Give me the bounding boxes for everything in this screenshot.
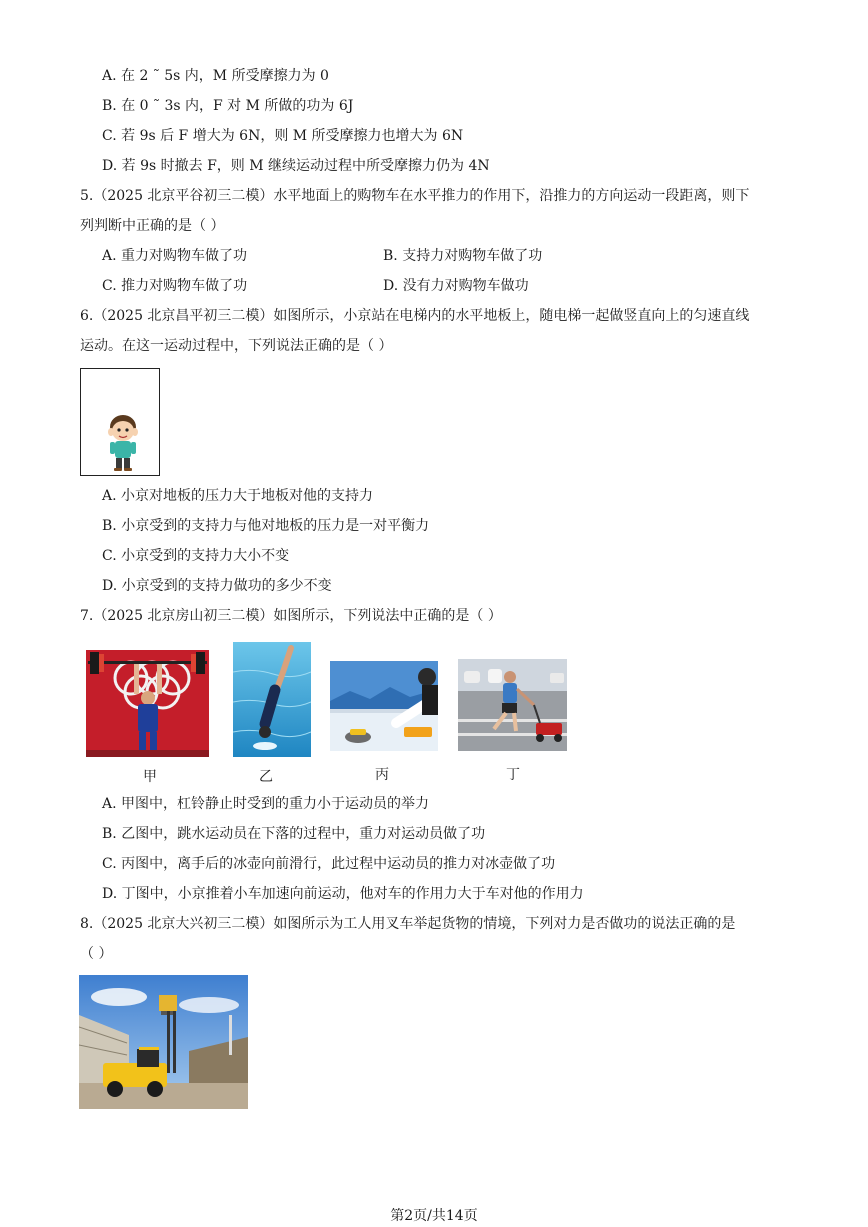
caption-bing: 丙	[375, 767, 389, 783]
cart-pushing-photo	[458, 659, 567, 751]
question-8-stem: 8.（2025 北京大兴初三二模）如图所示为工人用叉车举起货物的情境，下列对力是否做功的说法正确的是	[80, 916, 736, 932]
boy-in-elevator-illustration	[81, 369, 159, 475]
q6-option-a: A. 小京对地板的压力大于地板对他的支持力	[102, 488, 374, 504]
question-6-stem: 6.（2025 北京昌平初三二模）如图所示，小京站在电梯内的水平地板上，随电梯一起做竖直向上的匀速直线	[80, 308, 750, 324]
page-number-footer: 第2页/共14页	[390, 1208, 478, 1224]
q5-option-a: A. 重力对购物车做了功	[102, 248, 248, 264]
q7-option-b: B. 乙图中，跳水运动员在下落的过程中，重力对运动员做了功	[102, 826, 486, 842]
question-6-stem-cont: 运动。在这一运动过程中，下列说法正确的是（ ）	[80, 338, 393, 354]
diving-photo	[233, 642, 311, 757]
q6-option-b: B. 小京受到的支持力与他对地板的压力是一对平衡力	[102, 518, 430, 534]
weightlifting-photo	[86, 650, 209, 757]
q6-option-c: C. 小京受到的支持力大小不变	[102, 548, 290, 564]
option-d: D. 若 9s 时撤去 F，则 M 继续运动过程中所受摩擦力仍为 4N	[102, 158, 490, 174]
caption-jia: 甲	[143, 769, 157, 785]
question-5-stem: 5.（2025 北京平谷初三二模）水平地面上的购物车在水平推力的作用下，沿推力的方向运动一段距离，则下	[80, 188, 750, 204]
q7-option-a: A. 甲图中，杠铃静止时受到的重力小于运动员的举力	[102, 796, 430, 812]
elevator-figure	[80, 368, 160, 476]
q5-option-c: C. 推力对购物车做了功	[102, 278, 248, 294]
question-8-stem-cont: （ ）	[80, 946, 113, 962]
forklift-photo	[79, 975, 248, 1109]
option-b: B. 在 0 ˜ 3s 内，F 对 M 所做的功为 6J	[102, 98, 354, 114]
q5-option-d: D. 没有力对购物车做功	[383, 278, 529, 294]
caption-yi: 乙	[259, 769, 273, 785]
q7-option-d: D. 丁图中，小京推着小车加速向前运动，他对车的作用力大于车对他的作用力	[102, 886, 584, 902]
option-c: C. 若 9s 后 F 增大为 6N，则 M 所受摩擦力也增大为 6N	[102, 128, 464, 144]
option-a: A. 在 2 ˜ 5s 内，M 所受摩擦力为 0	[102, 68, 329, 84]
curling-photo	[330, 661, 438, 751]
q5-option-b: B. 支持力对购物车做了功	[383, 248, 543, 264]
caption-ding: 丁	[506, 767, 520, 783]
question-7-stem: 7.（2025 北京房山初三二模）如图所示，下列说法中正确的是（ ）	[80, 608, 502, 624]
q6-option-d: D. 小京受到的支持力做功的多少不变	[102, 578, 332, 594]
question-5-stem-cont: 列判断中正确的是（ ）	[80, 218, 225, 234]
q7-option-c: C. 丙图中，离手后的冰壶向前滑行，此过程中运动员的推力对冰壶做了功	[102, 856, 556, 872]
